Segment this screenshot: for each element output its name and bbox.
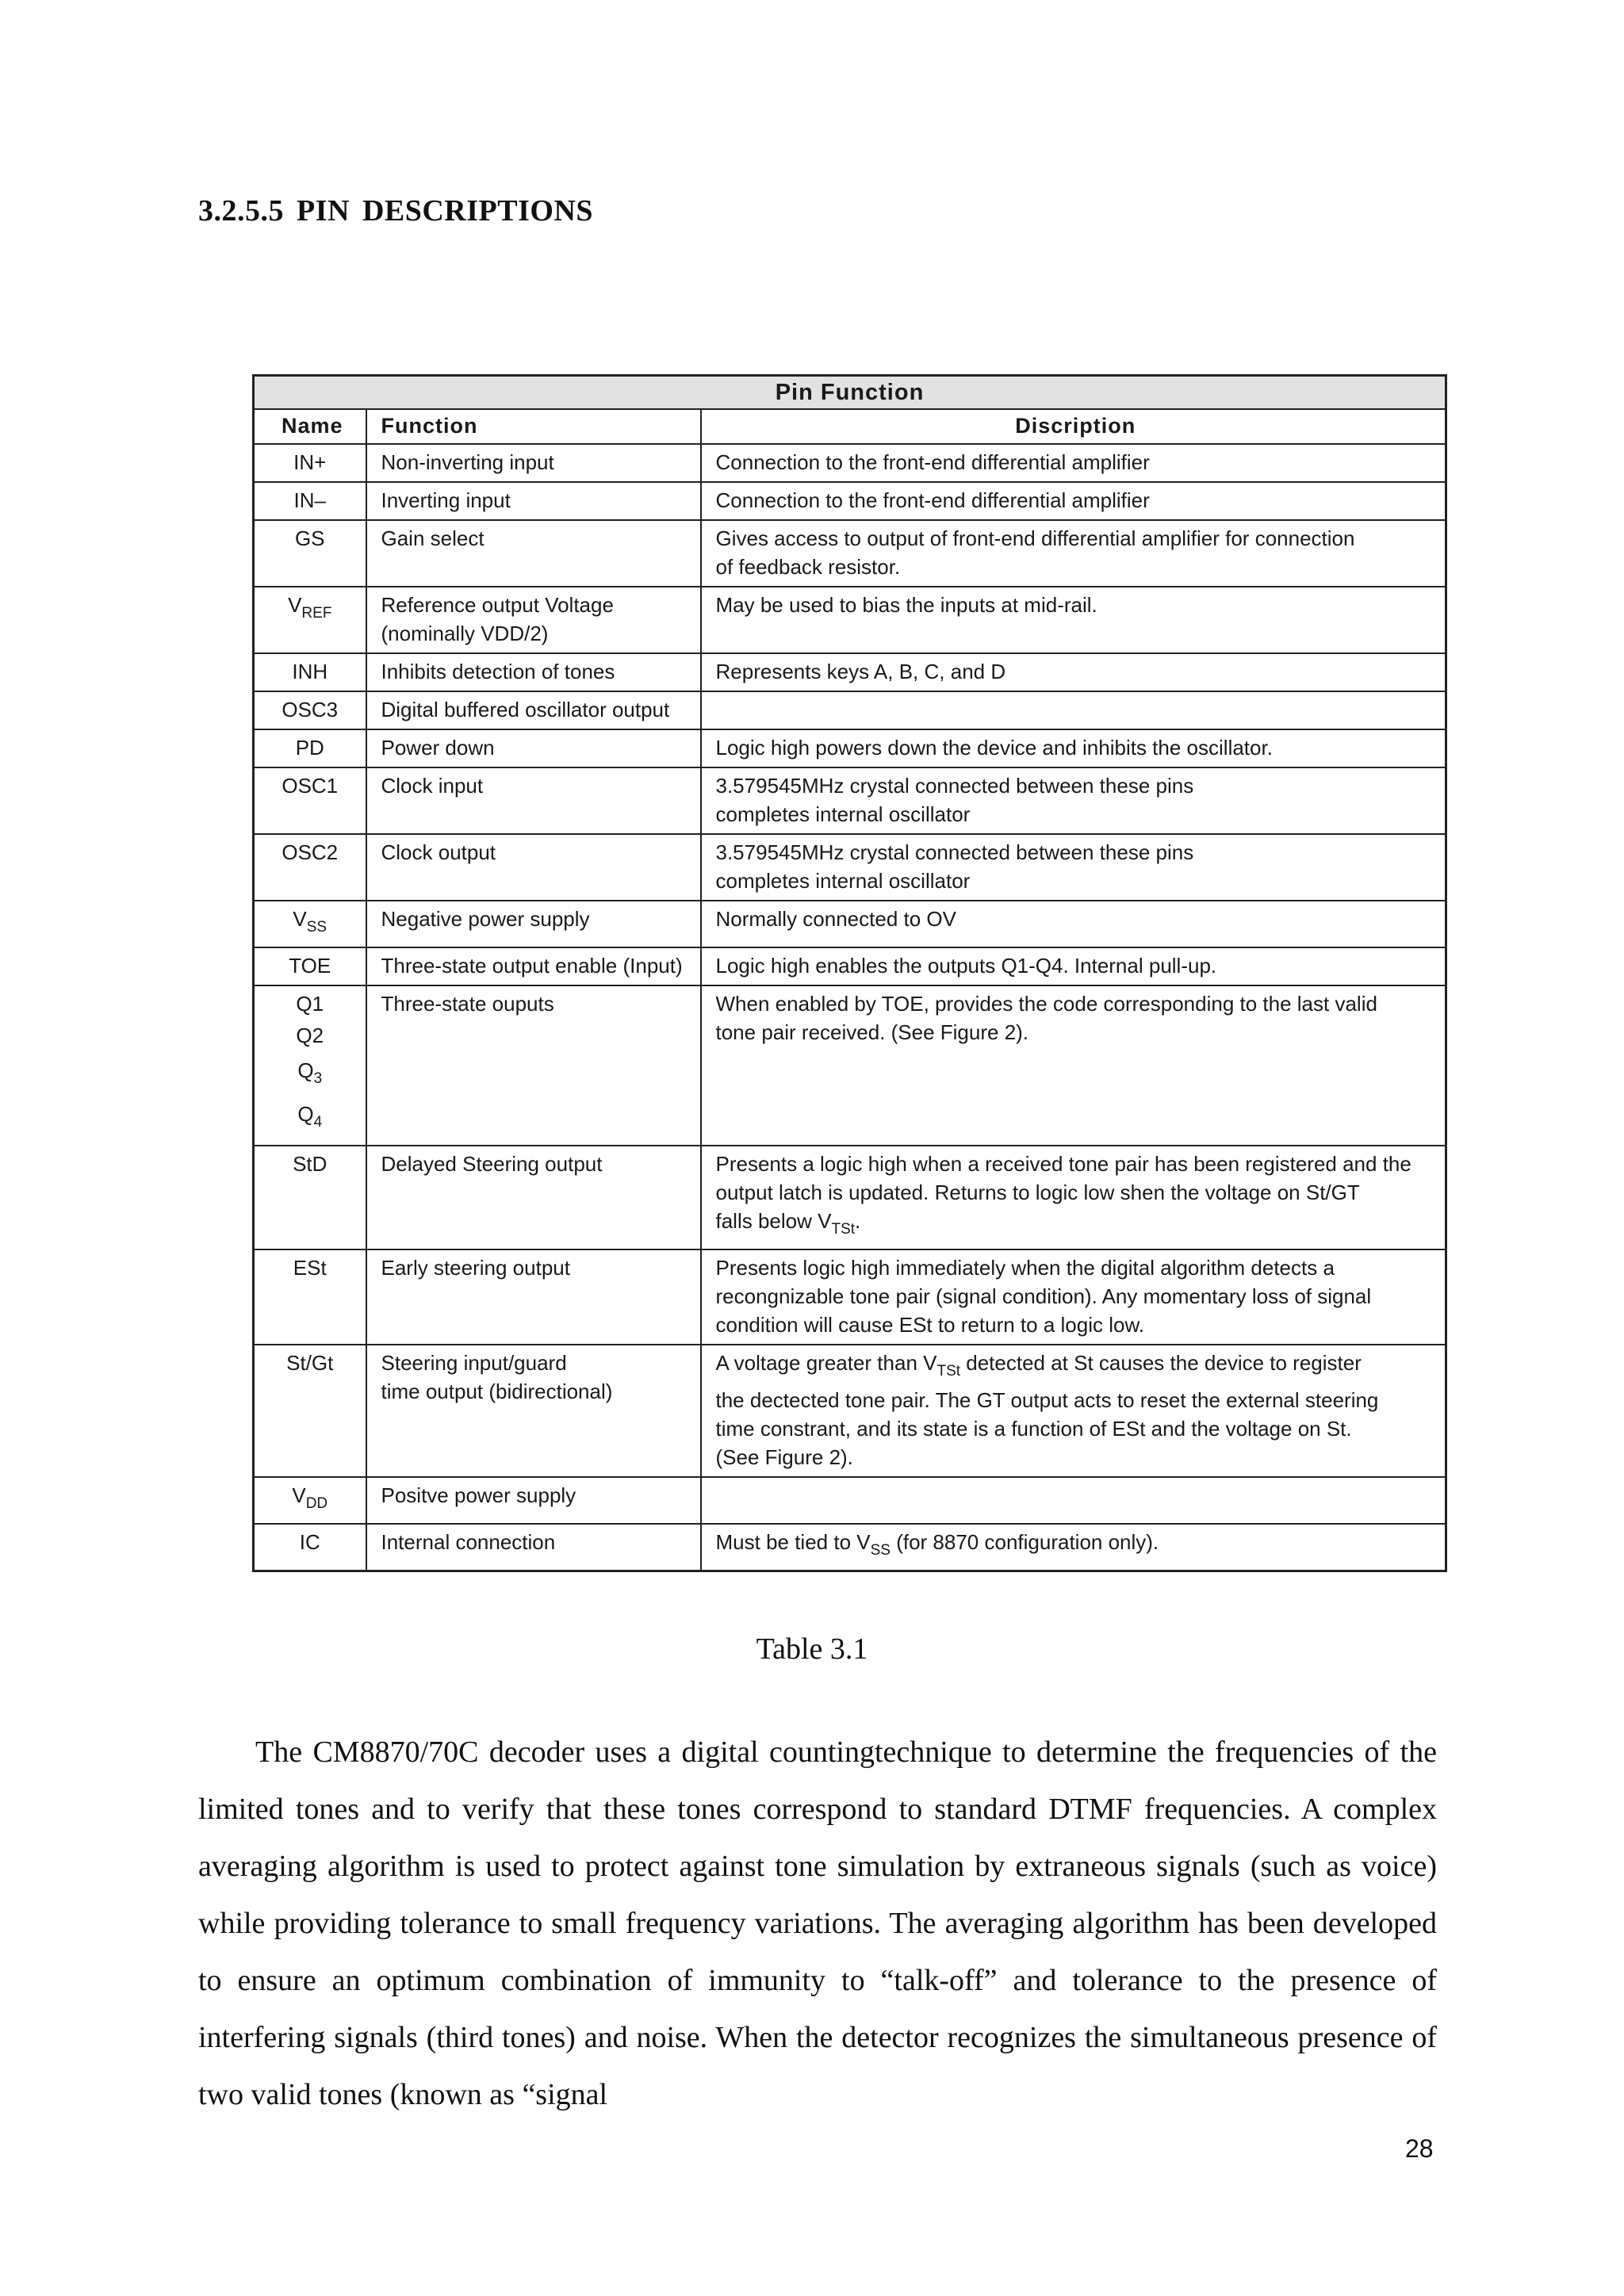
text-segment: OSC1: [282, 774, 339, 798]
subscript: SS: [306, 919, 327, 936]
pin-description-cell: [701, 947, 1446, 985]
text-segment: Gives access to output of front-end differential amplifier for connection of feedback resistor.: [715, 526, 1355, 579]
table-row: [254, 520, 1446, 587]
pin-name-cell: [254, 947, 366, 985]
text-segment: Must be tied to V: [715, 1530, 871, 1554]
text-segment: Q: [297, 1102, 314, 1126]
column-header-name: Name: [254, 409, 366, 444]
table-row: [254, 653, 1446, 691]
pin-description-cell: [701, 482, 1446, 520]
text-segment: When enabled by TOE, provides the code corresponding to the last valid tone pair received. (See Figure 2).: [715, 992, 1377, 1044]
table-header-row: [254, 409, 1446, 444]
pin-name-cell: [254, 1249, 366, 1345]
table-row: [254, 985, 1446, 1146]
pin-description-cell: [701, 767, 1446, 834]
section-heading: 3.2.5.5 PIN DESCRIPTIONS: [198, 194, 594, 228]
pin-name-cell: [254, 587, 366, 653]
text-segment: Q: [297, 1058, 314, 1082]
table-row: [254, 729, 1446, 767]
pin-function-cell: Negative power supply: [366, 901, 701, 947]
table-row: [254, 587, 1446, 653]
table-body: [254, 444, 1446, 1571]
text-segment: GS: [294, 526, 325, 550]
text-segment: 3.579545MHz crystal connected between these pins completes internal oscillator: [715, 840, 1194, 893]
pin-description-cell: [701, 834, 1446, 901]
pin-description-cell: [701, 1524, 1446, 1571]
table-title-row: [254, 376, 1446, 410]
text-segment: 3.579545MHz crystal connected between these pins completes internal oscillator: [715, 774, 1194, 826]
subscript: SS: [870, 1542, 891, 1559]
pin-description-cell: [701, 1345, 1446, 1477]
table-row: [254, 947, 1446, 985]
pin-function-cell: Reference output Voltage (nominally VDD/2): [366, 587, 701, 653]
text-segment: May be used to bias the inputs at mid-rail.: [715, 593, 1097, 617]
pin-name-cell: [254, 767, 366, 834]
text-segment: OSC3: [282, 698, 339, 721]
pin-description-cell: [701, 1249, 1446, 1345]
text-segment: V: [288, 593, 302, 617]
pin-function-cell: Clock input: [366, 767, 701, 834]
text-segment: IN+: [293, 450, 327, 474]
table-row: [254, 834, 1446, 901]
pin-name-cell: [254, 1345, 366, 1477]
pin-function-cell: Early steering output: [366, 1249, 701, 1345]
table-row: [254, 901, 1446, 947]
pin-description-cell: [701, 985, 1446, 1146]
text-segment: Normally connected to OV: [715, 907, 956, 931]
table-row: [254, 1524, 1446, 1571]
pin-name-cell: [254, 834, 366, 901]
pin-name-line: [258, 989, 362, 1018]
pin-description-cell: [701, 444, 1446, 482]
pin-function-cell: Clock output: [366, 834, 701, 901]
text-segment: PD: [295, 736, 324, 760]
text-segment: (for 8870 configuration only).: [890, 1530, 1159, 1554]
pin-name-cell: [254, 901, 366, 947]
table-row: [254, 1477, 1446, 1524]
pin-function-cell: Non-inverting input: [366, 444, 701, 482]
pin-name-cell: [254, 444, 366, 482]
pin-function-cell: Three-state ouputs: [366, 985, 701, 1146]
pin-name-line: [258, 1053, 362, 1096]
text-segment: IN–: [293, 488, 326, 512]
text-segment: V: [293, 907, 307, 931]
text-segment: ESt: [293, 1256, 327, 1280]
text-segment: St/Gt: [286, 1351, 334, 1375]
pin-function-cell: Power down: [366, 729, 701, 767]
table-caption: Table 3.1: [756, 1632, 868, 1666]
table-row: [254, 482, 1446, 520]
pin-description-cell: [701, 587, 1446, 653]
table-row: [254, 691, 1446, 729]
pin-name-cell: [254, 691, 366, 729]
pin-function-cell: Internal connection: [366, 1524, 701, 1571]
pin-function-cell: Steering input/guard time output (bidirectional): [366, 1345, 701, 1477]
pin-function-table: [252, 374, 1447, 1572]
text-segment: Presents logic high immediately when the digital algorithm detects a recongnizable tone pair (signal condition). Any momentary loss of signal condition will cause ESt to return to a logic low.: [715, 1256, 1372, 1337]
pin-description-cell: [701, 729, 1446, 767]
pin-function-cell: Inhibits detection of tones: [366, 653, 701, 691]
text-segment: Q2: [296, 1024, 324, 1047]
text-segment: Presents a logic high when a received tone pair has been registered and the output latch is updated. Returns to logic low shen the voltage on St/GT falls below V: [715, 1152, 1411, 1233]
pin-name-cell: [254, 1477, 366, 1524]
text-segment: Logic high enables the outputs Q1-Q4. Internal pull-up.: [715, 954, 1217, 978]
subscript: DD: [305, 1495, 328, 1512]
pin-name-cell: [254, 1146, 366, 1249]
subscript: 4: [313, 1114, 323, 1131]
text-segment: StD: [293, 1152, 327, 1176]
page-number: 28: [1405, 2134, 1434, 2163]
pin-description-cell: [701, 901, 1446, 947]
pin-function-cell: Gain select: [366, 520, 701, 587]
table-row: [254, 1345, 1446, 1477]
text-segment: .: [855, 1209, 861, 1233]
text-segment: IC: [299, 1530, 320, 1554]
pin-description-cell: [701, 653, 1446, 691]
pin-name-cell: [254, 729, 366, 767]
table-row: [254, 1146, 1446, 1249]
pin-name-cell: [254, 520, 366, 587]
text-segment: Represents keys A, B, C, and D: [715, 660, 1006, 683]
table-row: [254, 444, 1446, 482]
subscript: TSt: [831, 1221, 856, 1238]
text-segment: OSC2: [282, 840, 339, 864]
subscript: REF: [301, 605, 332, 622]
pin-name-line: [258, 1018, 362, 1053]
text-segment: detected at St causes the device to register the dectected tone pair. The GT output acts to reset the external steering time constrant, and its state is a function of ESt and the voltage on St. (See Figure 2).: [715, 1351, 1379, 1469]
pin-function-cell: Positve power supply: [366, 1477, 701, 1524]
table-row: [254, 1249, 1446, 1345]
subscript: 3: [313, 1070, 323, 1087]
text-segment: INH: [292, 660, 328, 683]
column-header-description: Discription: [701, 409, 1446, 444]
table-title: Pin Function: [254, 376, 1446, 410]
pin-name-line: [258, 1096, 362, 1140]
column-header-function: Function: [366, 409, 701, 444]
text-segment: A voltage greater than V: [715, 1351, 937, 1375]
pin-description-cell: [701, 1477, 1446, 1524]
text-segment: V: [292, 1483, 306, 1507]
pin-description-cell: [701, 520, 1446, 587]
pin-function-cell: Inverting input: [366, 482, 701, 520]
text-segment: Q1: [296, 992, 324, 1016]
subscript: TSt: [936, 1363, 961, 1380]
pin-description-cell: [701, 691, 1446, 729]
text-segment: Connection to the front-end differential amplifier: [715, 488, 1150, 512]
pin-function-cell: Digital buffered oscillator output: [366, 691, 701, 729]
pin-description-cell: [701, 1146, 1446, 1249]
body-paragraph: The CM8870/70C decoder uses a digital countingtechnique to determine the frequencies of the limited tones and to verify that these tones correspond to standard DTMF frequencies. A complex averaging algorithm is used to protect against tone simulation by extraneous signals (such as voice) while providing tolerance to small frequency variations. The averaging algorithm has been developed to ensure an optimum combination of immunity to “talk-off” and tolerance to the presence of interfering signals (third tones) and noise. When the detector recognizes the simultaneous presence of two valid tones (known as “signal: [198, 1735, 1437, 2111]
pin-name-cell: [254, 985, 366, 1146]
text-segment: Connection to the front-end differential amplifier: [715, 450, 1150, 474]
pin-name-cell: [254, 482, 366, 520]
text-segment: Logic high powers down the device and inhibits the oscillator.: [715, 736, 1273, 760]
pin-name-cell: [254, 1524, 366, 1571]
pin-name-cell: [254, 653, 366, 691]
table-row: [254, 767, 1446, 834]
pin-function-cell: Three-state output enable (Input): [366, 947, 701, 985]
text-segment: TOE: [289, 954, 331, 978]
pin-function-cell: Delayed Steering output: [366, 1146, 701, 1249]
